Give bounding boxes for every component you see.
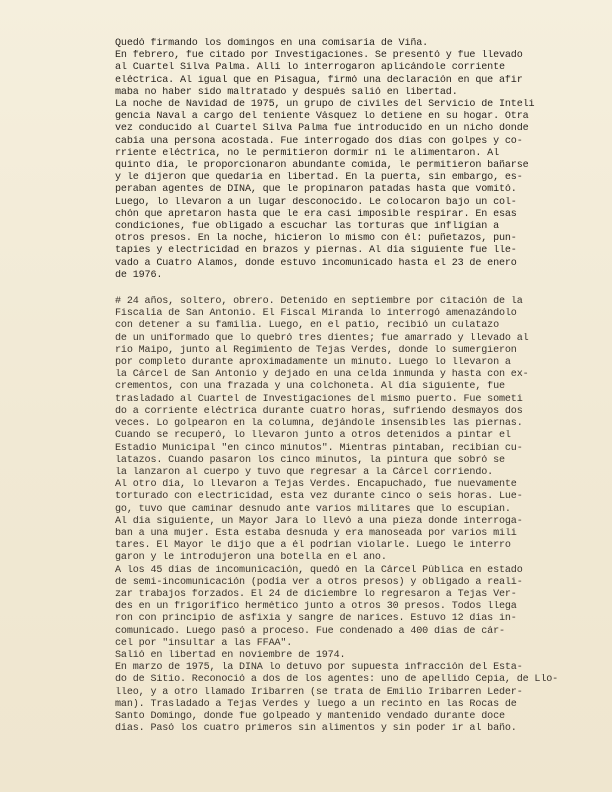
text-line: rriente eléctrica, no le permitieron dormir ni le alimentaron. Al xyxy=(115,147,499,159)
text-line: de 1976. xyxy=(115,269,163,281)
text-line: otros presos. En la noche, hicieron lo mismo con él: puñetazos, pun- xyxy=(115,233,517,245)
text-line: días. Pasó los cuatro primeros sin alimentos y sin poder ir al baño. xyxy=(115,723,517,735)
text-line: cel por "insultar a las FFAA". xyxy=(115,637,293,649)
text-line: En marzo de 1975, la DINA lo detuvo por supuesta infracción del Esta- xyxy=(115,662,523,674)
text-line: de semi-incomunicación (podía ver a otros presos) y obligado a reali- xyxy=(115,576,523,588)
text-line: tares. El Mayor le dijo que a él podrían violarle. Luego le interro xyxy=(115,540,511,552)
text-line: al Cuartel Silva Palma. Allí lo interrogaron aplicándole corriente xyxy=(115,62,505,74)
text-line: garon y le introdujeron una botella en el ano. xyxy=(115,552,387,564)
paragraph-2 xyxy=(115,296,601,735)
text-line: Luego, lo llevaron a un lugar desconocido. Le colocaron bajo un col- xyxy=(115,196,517,208)
text-line: zar trabajos forzados. El 24 de diciembre lo regresaron a Tejas Ver- xyxy=(115,588,517,600)
text-line: Quedó firmando los domingos en una comisaría de Viña. xyxy=(115,38,429,49)
text-line: ron con principio de asfixia y sangre de narices. Estuvo 12 días in- xyxy=(115,613,517,625)
text-line: río Maipo, junto al Regimiento de Tejas Verdes, donde lo sumergieron xyxy=(115,344,517,356)
text-line: con detener a su familia. Luego, en el patio, recibió un culatazo xyxy=(115,320,499,332)
text-line: la lanzaron al cuerpo y tuvo que regresar a la Cárcel corriendo. xyxy=(115,466,494,478)
text-line: A los 45 días de incomunicación, quedó en la Cárcel Pública en estado xyxy=(115,564,523,576)
text-line: peraban agentes de DINA, que le propinaron patadas hasta que vomitó. xyxy=(115,184,517,196)
text-line: eléctrica. Al igual que en Pisagua, firmó una declaración en que afir xyxy=(115,74,523,86)
text-line: do de Sitio. Reconoció a dos de los agentes: uno de apellido Cepia, de Llo- xyxy=(115,674,559,686)
text-line: tapies y electricidad en brazos y piernas. Al día siguiente fue lle- xyxy=(115,245,517,257)
text-line: gencia Naval a cargo del teniente Vásquez lo detiene en su hogar. Otra xyxy=(115,111,529,123)
text-line: ban a una mujer. Esta estaba desnuda y era manoseada por varios mili xyxy=(115,527,517,539)
text-line: quinto día, le proporcionaron abundante comida, le permitieron bañarse xyxy=(115,160,529,172)
text-line: Salió en libertad en noviembre de 1974. xyxy=(115,649,346,661)
text-line: por completo durante aproximadamente un minuto. Luego lo llevaron a xyxy=(115,357,511,369)
text-line: y le dijeron que quedaría en libertad. En la puerta, sin embargo, es- xyxy=(115,172,523,184)
text-line: do a corriente eléctrica durante cuatro horas, sufriendo desmayos dos xyxy=(115,405,523,417)
text-line: Cuando se recuperó, lo llevaron junto a otros detenidos a pintar el xyxy=(115,430,511,442)
typewritten-text xyxy=(115,38,601,735)
text-line: chón que apretaron hasta que le era casi imposible respirar. En esas xyxy=(115,208,517,220)
text-line: En febrero, fue citado por Investigaciones. Se presentó y fue llevado xyxy=(115,50,523,62)
text-line: de un uniformado que lo quebró tres dientes; fue amarrado y llevado al xyxy=(115,332,529,344)
text-line: trasladado al Cuartel de Investigaciones del mismo puerto. Fue someti xyxy=(115,393,523,405)
text-line: comunicado. Luego pasó a proceso. Fue condenado a 400 días de cár- xyxy=(115,625,505,637)
text-line: condiciones, fue obligado a escuchar las torturas que infligían a xyxy=(115,221,499,233)
text-line: lleo, y a otro llamado Iribarren (se trata de Emilio Iribarren Leder- xyxy=(115,686,523,698)
text-line: # 24 años, soltero, obrero. Detenido en septiembre por citación de la xyxy=(115,296,523,308)
text-line: cabía una persona acostada. Fue interrogado dos días con golpes y co- xyxy=(115,135,523,147)
text-line: maba no haber sido maltratado y después salió en libertad. xyxy=(115,86,458,98)
text-line: veces. Lo golpearon en la columna, dejándole insensibles las piernas. xyxy=(115,418,523,430)
text-line: go, tuvo que caminar desnudo ante varios militares que lo escupían. xyxy=(115,503,511,515)
text-line: des en un frigorífico hermético junto a otros 30 presos. Todos llega xyxy=(115,601,517,613)
text-line: la Cárcel de San Antonio y dejado en una celda inmunda y hasta con ex- xyxy=(115,369,529,381)
paragraph-gap xyxy=(115,282,601,296)
text-line: Estadio Municipal "en cinco minutos". Mientras pintaban, recibían cu- xyxy=(115,442,523,454)
text-line: Al otro día, lo llevaron a Tejas Verdes. Encapuchado, fue nuevamente xyxy=(115,479,517,491)
text-line: Al día siguiente, un Mayor Jara lo llevó a una pieza donde interroga- xyxy=(115,515,523,527)
text-line: Fiscalía de San Antonio. El Fiscal Miranda lo interrogó amenazándolo xyxy=(115,308,517,320)
text-line: Santo Domingo, donde fue golpeado y mantenido vendado durante doce xyxy=(115,710,505,722)
text-line: vez conducido al Cuartel Silva Palma fue introducido en un nicho donde xyxy=(115,123,529,135)
text-line: La noche de Navidad de 1975, un grupo de civiles del Servicio de Inteli xyxy=(115,99,535,111)
paragraph-1 xyxy=(115,38,601,282)
text-line: vado a Cuatro Alamos, donde estuvo incomunicado hasta el 23 de enero xyxy=(115,257,517,269)
text-line: crementos, con una frazada y una colchoneta. Al día siguiente, fue xyxy=(115,381,505,393)
text-line: man). Trasladado a Tejas Verdes y luego a un recinto en las Rocas de xyxy=(115,698,517,710)
text-line: latazos. Cuando pasaron los cinco minutos, la pintura que sobró se xyxy=(115,454,505,466)
text-line: torturado con electricidad, esta vez durante cinco o seis horas. Lue- xyxy=(115,491,523,503)
